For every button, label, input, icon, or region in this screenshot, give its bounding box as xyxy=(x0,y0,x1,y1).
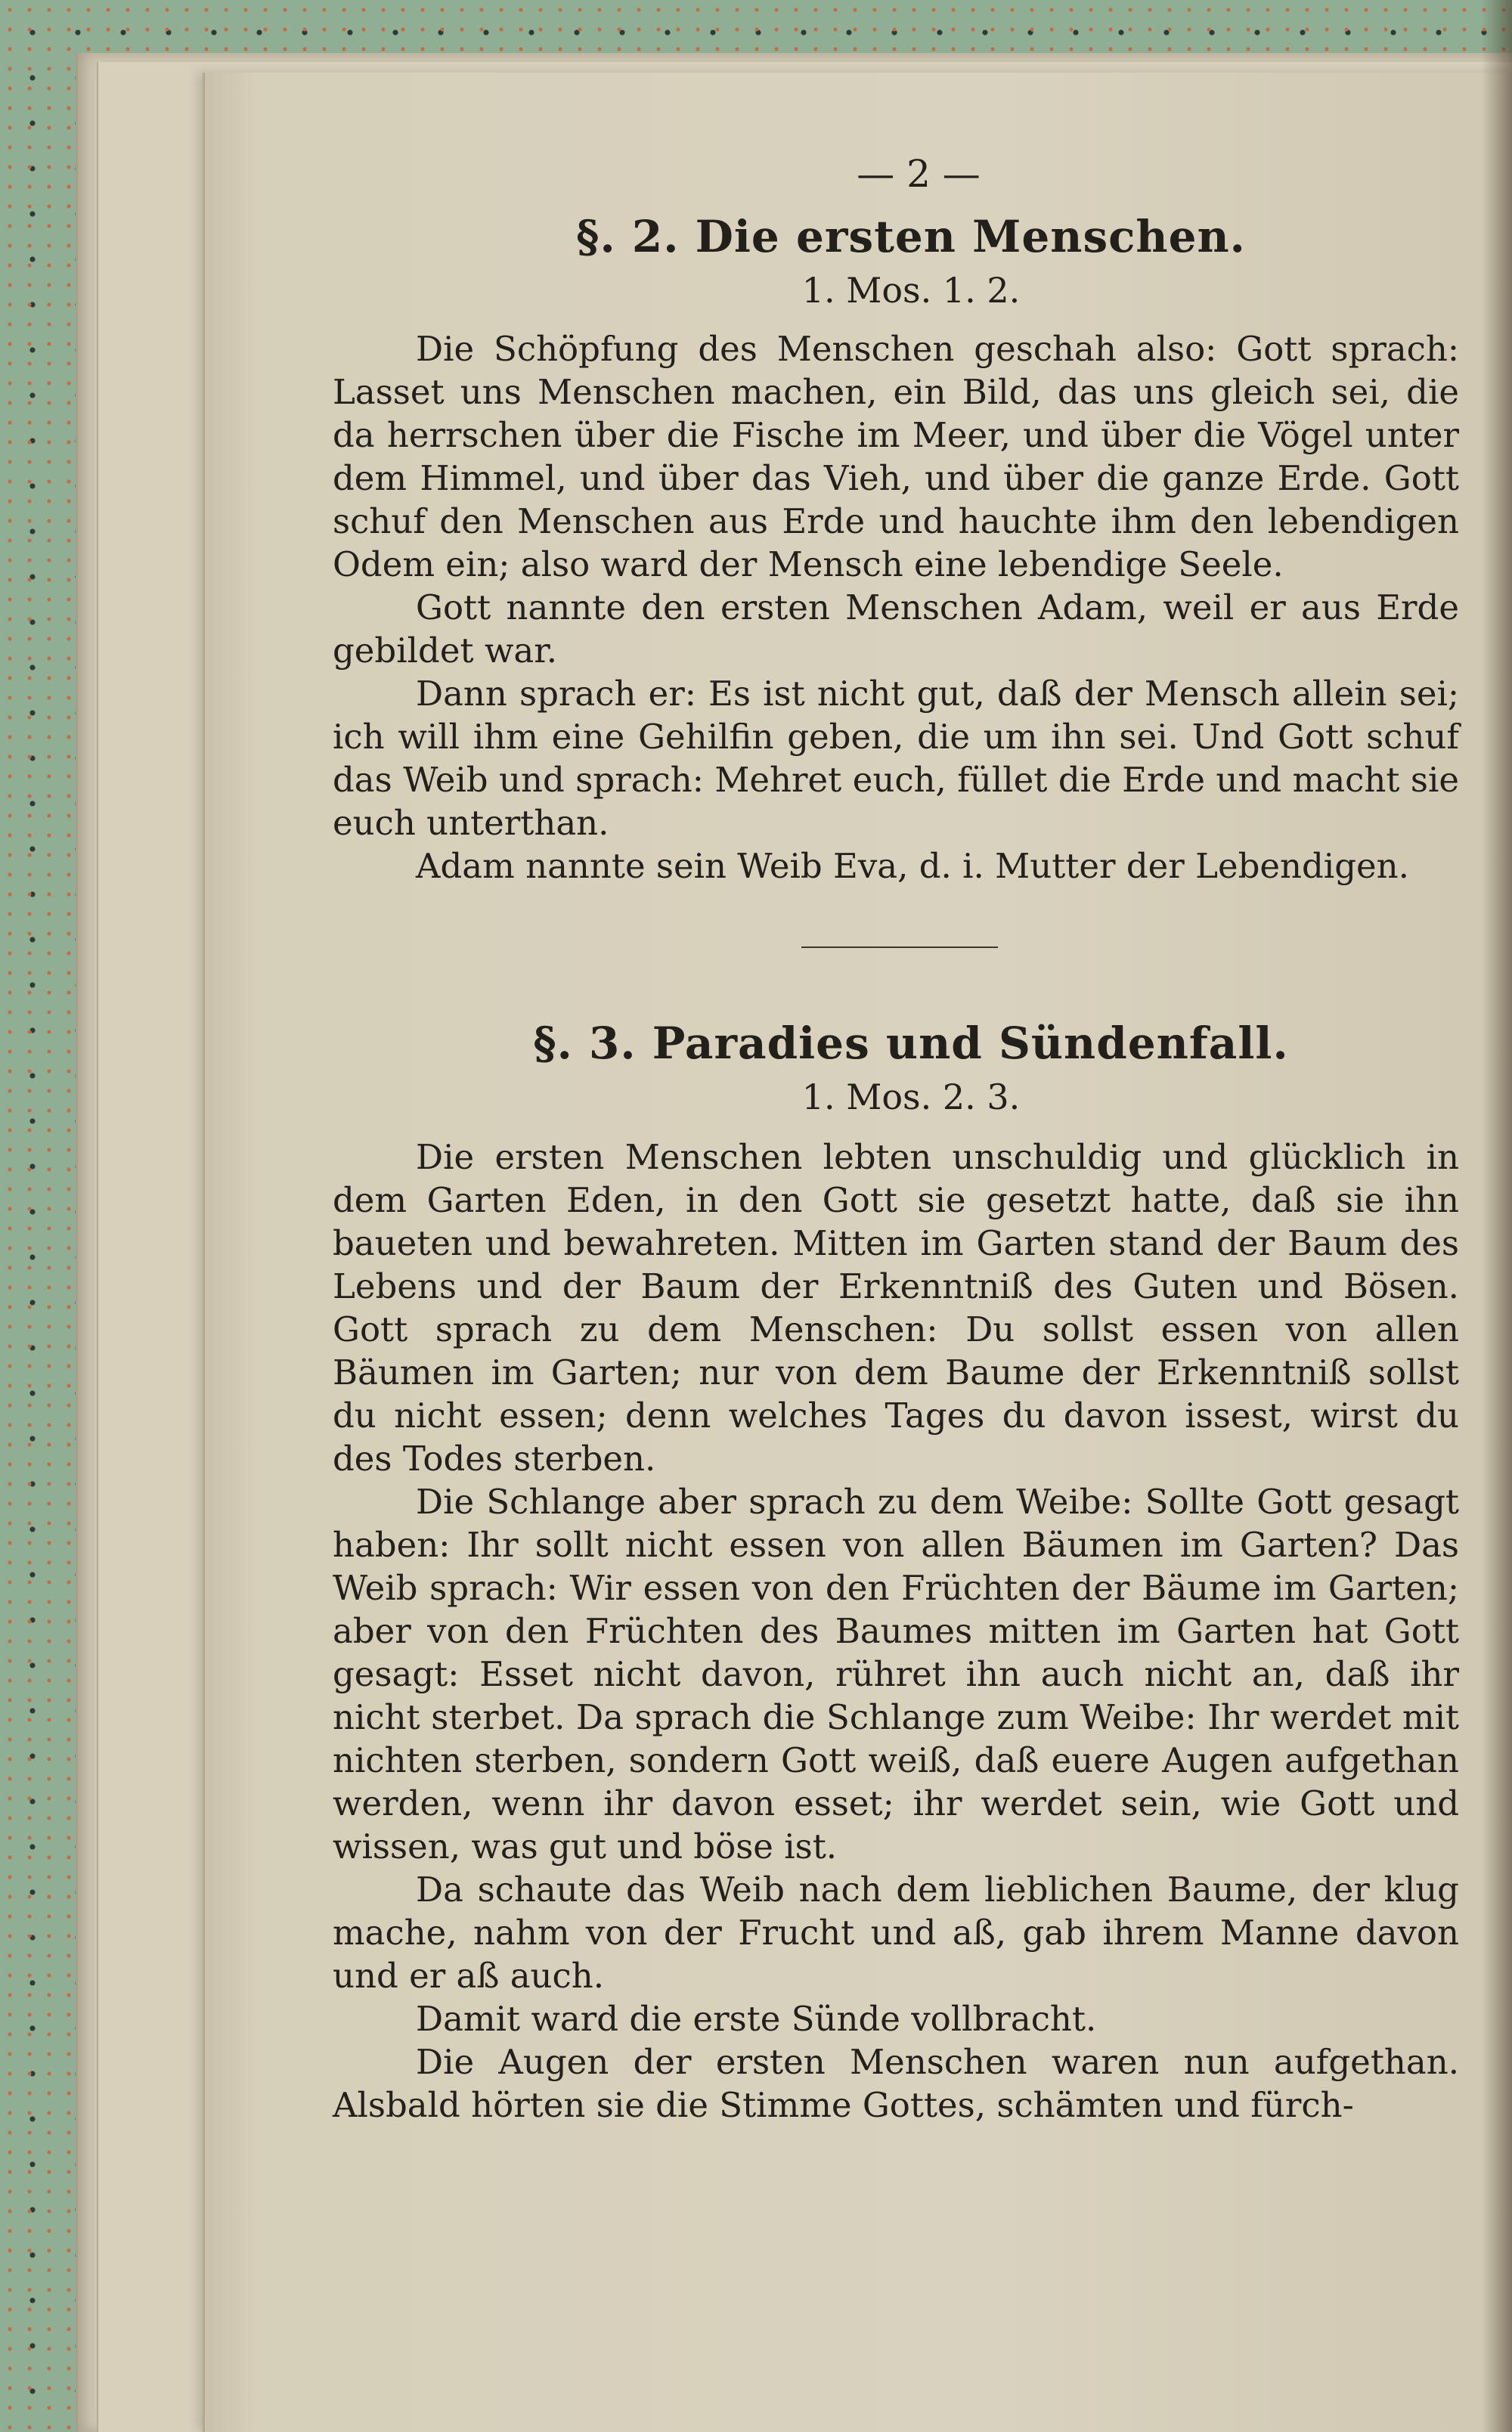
section-3-reference: 1. Mos. 2. 3. xyxy=(801,1077,1021,1117)
page-number: — 2 — xyxy=(857,152,981,196)
section-3-paragraph: Die Schlange aber sprach zu dem Weibe: Sollte Gott gesagt haben: Ihr sollt nicht essen von allen Bäumen im Garten? Das Weib sprach: Wir essen von den Früchten der Bäume im Garten; aber von den Früchten des Baumes mitten im Garten hat Gott gesagt: Esset nicht davon, rühret ihn auch nicht an, daß ihr nicht sterbet. Da sprach die Schlange zum Weibe: Ihr werdet mit nichten sterben, sondern Gott weiß, daß euere Augen aufgethan werden, wenn ihr davon esset; ihr werdet sein, wie Gott und wissen, was gut und böse ist. xyxy=(333,1482,1459,1867)
section-3-paragraph: Da schaute das Weib nach dem lieblichen Baume, der klug mache, nahm von der Frucht und aß, gab ihrem Manne davon und er aß auch. xyxy=(333,1870,1459,1996)
section-2-heading: §. 2. Die ersten Menschen. xyxy=(576,211,1246,262)
page-content xyxy=(333,147,1459,2127)
section-2-paragraph: Adam nannte sein Weib Eva, d. i. Mutter der Lebendigen. xyxy=(416,846,1409,886)
section-3-paragraph: Die ersten Menschen lebten unschuldig und glücklich in dem Garten Eden, in den Gott sie gesetzt hatte, daß sie ihn baueten und bewahreten. Mitten im Garten stand der Baum des Lebens und der Baum der Erkenntniß des Guten und Bösen. Gott sprach zu dem Menschen: Du sollst essen von allen Bäumen im Garten; nur von dem Baume der Erkenntniß sollst du nicht essen; denn welches Tages du davon issest, wirst du des Todes sterben. xyxy=(333,1137,1459,1479)
page-shadow-edge xyxy=(1482,0,1512,2432)
section-3-paragraph: Damit ward die erste Sünde vollbracht. xyxy=(416,1999,1097,2039)
section-3-paragraph: Die Augen der ersten Menschen waren nun aufgethan. Alsbald hörten sie die Stimme Gottes, schämten und fürch- xyxy=(333,2042,1459,2125)
section-3-heading: §. 3. Paradies und Sündenfall. xyxy=(533,1018,1289,1069)
section-2-paragraph: Die Schöpfung des Menschen geschah also: Gott sprach: Lasset uns Menschen machen, ein Bild, das uns gleich sei, die da herrschen über die Fische im Meer, und über die Vögel unter dem Himmel, und über das Vieh, und über die ganze Erde. Gott schuf den Menschen aus Erde und hauchte ihm den lebendigen Odem ein; also ward der Mensch eine lebendige Seele. xyxy=(333,329,1459,584)
section-2-paragraph: Gott nannte den ersten Menschen Adam, weil er aus Erde gebildet war. xyxy=(333,587,1459,671)
section-2-paragraph: Dann sprach er: Es ist nicht gut, daß der Mensch allein sei; ich will ihm eine Gehilfin geben, die um ihn sei. Und Gott schuf das Weib und sprach: Mehret euch, füllet die Erde und macht sie euch unterthan. xyxy=(333,674,1459,843)
section-divider xyxy=(801,946,998,948)
section-2-reference: 1. Mos. 1. 2. xyxy=(801,270,1021,311)
